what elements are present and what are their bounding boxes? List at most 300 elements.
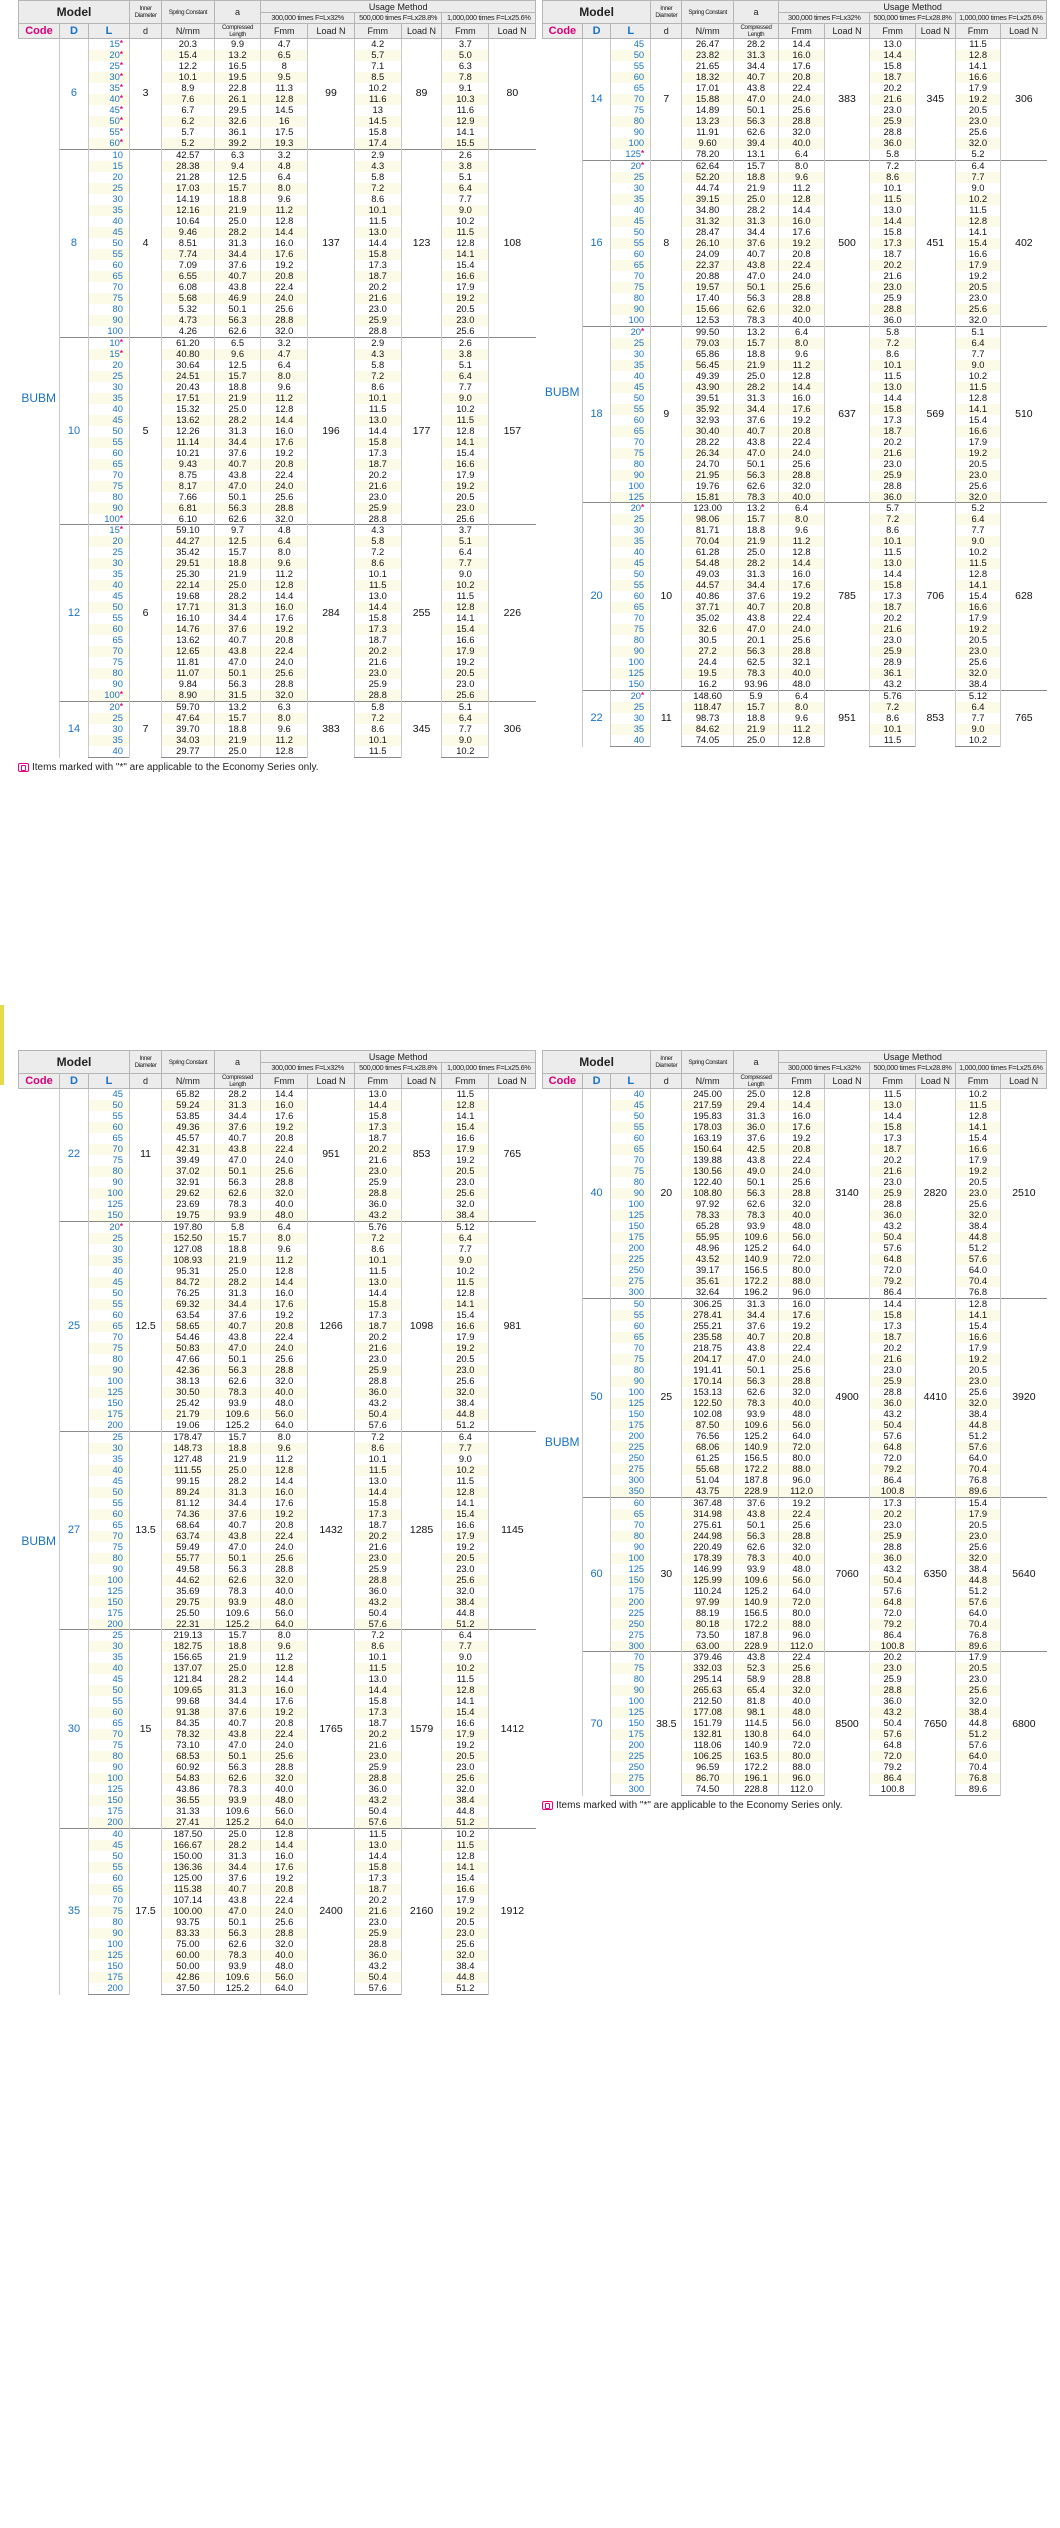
fmm-1m: 20.5 [955,1663,1001,1674]
fmm-500k: 13.0 [354,1089,401,1100]
fmm-300k: 28.8 [261,1762,308,1773]
spring-constant: 65.86 [682,349,733,360]
inner-diameter-d: 20 [651,1089,682,1299]
fmm-500k: 7.2 [354,1233,401,1244]
fmm-300k: 25.6 [779,635,825,646]
fmm-500k: 21.6 [870,1354,916,1365]
spring-constant: 8.17 [162,481,215,492]
fmm-1m: 19.2 [442,1740,489,1751]
fmm-300k: 4.8 [261,525,308,536]
fmm-1m: 20.5 [442,492,489,503]
fmm-1m: 16.6 [955,249,1001,260]
table-row [543,1122,1047,1133]
fmm-500k: 11.5 [870,735,916,746]
fmm-1m: 5.1 [442,702,489,713]
length-L: 125 [89,1784,130,1795]
compressed-length: 36.0 [733,1122,779,1133]
length-L: 55 [611,238,651,249]
fmm-300k: 22.4 [779,1652,825,1663]
table-row [19,1089,536,1100]
compressed-length: 125.2 [214,1420,261,1431]
compressed-length: 50.1 [733,1520,779,1531]
fmm-300k: 17.6 [261,437,308,448]
fmm-300k: 16.0 [261,238,308,249]
fmm-500k: 8.6 [354,558,401,569]
spring-constant: 332.03 [682,1663,733,1674]
table-row [19,1398,536,1409]
compressed-length: 12.5 [214,172,261,183]
fmm-1m: 19.2 [955,448,1001,459]
length-L: 45 [89,1476,130,1487]
length-L: 70 [611,1520,651,1531]
fmm-300k: 40.0 [779,1553,825,1564]
compressed-length: 25.0 [733,371,779,382]
fmm-1m: 38.4 [442,1597,489,1608]
fmm-300k: 28.8 [779,1188,825,1199]
fmm-500k: 18.7 [870,249,916,260]
length-L: 125 [611,1210,651,1221]
fmm-1m: 11.5 [442,591,489,602]
header-compressed-length: Compressed Length [214,1074,261,1089]
table-row [19,1299,536,1310]
length-L: 50 [89,1685,130,1696]
length-L: 250 [611,1265,651,1276]
fmm-1m: 23.0 [442,1177,489,1188]
fmm-1m: 51.2 [442,1983,489,1994]
fmm-300k: 20.8 [779,426,825,437]
fmm-300k: 64.0 [261,1619,308,1630]
fmm-1m: 7.7 [442,1641,489,1652]
fmm-300k: 17.6 [779,404,825,415]
spring-constant: 91.38 [162,1707,215,1718]
fmm-300k: 16.0 [261,1100,308,1111]
table-row [543,1133,1047,1144]
fmm-500k: 20.2 [870,613,916,624]
economy-series-icon [18,763,29,772]
fmm-300k: 56.0 [261,1972,308,1983]
compressed-length: 34.4 [214,1111,261,1122]
economy-star: * [119,49,123,59]
spring-constant: 65.28 [682,1221,733,1232]
fmm-1m: 38.4 [955,1409,1001,1420]
fmm-1m: 44.8 [955,1718,1001,1729]
fmm-1m: 25.6 [955,304,1001,315]
fmm-1m: 10.2 [442,1829,489,1840]
table-row [19,360,536,371]
spring-constant: 25.50 [162,1608,215,1619]
spring-constant: 35.92 [682,404,733,415]
length-L: 45 [89,1277,130,1288]
table-row [19,514,536,525]
fmm-500k: 7.2 [870,702,916,713]
header-fmm-1m: Fmm [955,1074,1001,1089]
header-l: L [611,24,651,39]
spring-constant: 37.50 [162,1983,215,1994]
spring-constant: 63.54 [162,1310,215,1321]
fmm-1m: 20.5 [955,635,1001,646]
table-row [543,304,1047,315]
spring-constant: 42.36 [162,1365,215,1376]
fmm-1m: 51.2 [442,1619,489,1630]
length-L: 80 [89,1751,130,1762]
compressed-length: 62.6 [214,1575,261,1586]
length-L: 200 [89,1817,130,1828]
spring-constant: 217.59 [682,1100,733,1111]
fmm-300k: 22.4 [261,470,308,481]
fmm-300k: 19.2 [779,1497,825,1508]
header-300k: 300,000 times F=Lx32% [779,13,870,24]
table-row [19,1740,536,1751]
compressed-length: 25.0 [214,404,261,415]
fmm-1m: 12.8 [442,602,489,613]
fmm-1m: 11.6 [442,105,489,116]
fmm-1m: 16.6 [442,1884,489,1895]
length-L: 125 [611,1398,651,1409]
spring-constant: 13.23 [682,116,733,127]
fmm-300k: 20.8 [779,1144,825,1155]
fmm-1m: 12.8 [955,216,1001,227]
length-L: 70 [89,470,130,481]
length-L: 100 [89,1939,130,1950]
economy-note [542,1800,1047,1811]
economy-star: * [119,82,123,92]
fmm-500k: 5.8 [870,149,916,160]
table-row [543,1287,1047,1298]
compressed-length: 34.4 [214,249,261,260]
compressed-length: 62.6 [733,481,779,492]
spring-constant: 30.50 [162,1387,215,1398]
fmm-1m: 19.2 [442,1906,489,1917]
fmm-500k: 10.1 [870,724,916,735]
fmm-300k: 20.8 [261,271,308,282]
spring-constant: 108.93 [162,1255,215,1266]
fmm-500k: 36.0 [870,1210,916,1221]
length-L: 65 [89,1884,130,1895]
compressed-length: 15.7 [214,713,261,724]
fmm-300k: 48.0 [779,1564,825,1575]
table-row [543,1210,1047,1221]
table-row [543,1221,1047,1232]
compressed-length: 156.5 [733,1608,779,1619]
fmm-1m: 9.0 [442,569,489,580]
table-row [543,293,1047,304]
fmm-500k: 57.6 [354,1817,401,1828]
fmm-500k: 21.6 [354,481,401,492]
fmm-500k: 14.4 [354,1685,401,1696]
fmm-500k: 10.1 [354,1454,401,1465]
fmm-300k: 56.0 [779,1718,825,1729]
compressed-length: 56.3 [214,679,261,690]
fmm-300k: 12.8 [261,1465,308,1476]
length-L: 150 [611,679,651,690]
fmm-500k: 21.6 [354,1542,401,1553]
fmm-300k: 14.4 [261,1277,308,1288]
table-row [543,691,1047,702]
fmm-1m: 12.8 [442,1288,489,1299]
fmm-500k: 21.6 [870,271,916,282]
fmm-500k: 100.8 [870,1784,916,1795]
table-row [543,83,1047,94]
length-L: 200 [89,1619,130,1630]
length-L: 175 [89,1608,130,1619]
spring-constant: 170.14 [682,1376,733,1387]
compressed-length: 62.6 [214,1939,261,1950]
fmm-300k: 16.0 [261,1288,308,1299]
compressed-length: 196.2 [733,1287,779,1298]
compressed-length: 40.7 [214,635,261,646]
table-row [543,338,1047,349]
length-L: 70 [611,94,651,105]
fmm-500k: 14.4 [870,1298,916,1309]
length-L: 55 [89,1862,130,1873]
fmm-1m: 17.9 [955,437,1001,448]
fmm-1m: 38.4 [955,1221,1001,1232]
compressed-length: 43.8 [733,1509,779,1520]
length-L: 200 [611,1243,651,1254]
table-row [19,1751,536,1762]
table-row [543,172,1047,183]
fmm-1m: 14.1 [442,1299,489,1310]
fmm-500k: 20.2 [354,282,401,293]
fmm-500k: 23.0 [870,1177,916,1188]
compressed-length: 42.5 [733,1144,779,1155]
fmm-1m: 17.9 [442,470,489,481]
fmm-1m: 70.4 [955,1619,1001,1630]
fmm-300k: 12.8 [261,404,308,415]
fmm-500k: 17.3 [870,1497,916,1508]
fmm-1m: 19.2 [442,1155,489,1166]
fmm-500k: 17.4 [354,138,401,149]
length-L: 125 [611,1564,651,1575]
spring-constant: 60.00 [162,1950,215,1961]
fmm-500k: 25.9 [354,503,401,514]
fmm-1m: 14.1 [955,227,1001,238]
length-L: 275 [611,1773,651,1784]
fmm-500k: 21.6 [870,94,916,105]
fmm-300k: 12.8 [261,580,308,591]
fmm-300k: 24.0 [261,657,308,668]
compressed-length: 62.6 [214,514,261,525]
fmm-500k: 25.9 [354,1564,401,1575]
table-row [543,1652,1047,1663]
spring-constant: 86.70 [682,1773,733,1784]
fmm-300k: 17.6 [779,580,825,591]
fmm-1m: 16.6 [442,459,489,470]
table-row [19,1950,536,1961]
fmm-1m: 25.6 [442,1575,489,1586]
fmm-500k: 10.1 [870,183,916,194]
table-row [19,1177,536,1188]
load-1m: 5640 [1001,1497,1047,1652]
fmm-500k: 64.8 [870,1740,916,1751]
compressed-length: 28.2 [733,558,779,569]
fmm-500k: 23.0 [354,1553,401,1564]
fmm-1m: 51.2 [442,1420,489,1431]
compressed-length: 40.7 [733,1332,779,1343]
spring-constant: 166.67 [162,1840,215,1851]
fmm-300k: 56.0 [261,1409,308,1420]
length-L: 60 [89,1122,130,1133]
fmm-500k: 15.8 [354,1498,401,1509]
header-d-unit: d [129,1074,161,1089]
length-L: 80 [89,1166,130,1177]
fmm-1m: 14.1 [955,404,1001,415]
load-1m: 157 [489,337,536,525]
fmm-500k: 14.5 [354,116,401,127]
table-row [543,437,1047,448]
table-row [543,61,1047,72]
fmm-500k: 11.6 [354,94,401,105]
fmm-1m: 5.1 [442,536,489,547]
length-L: 25 [89,1233,130,1244]
fmm-1m: 76.8 [955,1773,1001,1784]
table-row [19,1487,536,1498]
table-row [543,393,1047,404]
table-row [19,404,536,415]
economy-star: * [119,60,123,70]
fmm-1m: 14.1 [955,1122,1001,1133]
fmm-1m: 19.2 [955,271,1001,282]
compressed-length: 56.3 [214,315,261,326]
table-row [543,1321,1047,1332]
fmm-500k: 21.6 [354,1906,401,1917]
length-L: 125 [89,1199,130,1210]
load-300k: 7060 [824,1497,870,1652]
table-row [19,1498,536,1509]
fmm-300k: 40.0 [261,1950,308,1961]
compressed-length: 109.6 [733,1420,779,1431]
spring-constant: 68.64 [162,1520,215,1531]
fmm-1m: 44.8 [442,1972,489,1983]
spring-constant: 30.5 [682,635,733,646]
header-1m: 1,000,000 times F=Lx25.6% [955,13,1046,24]
table-row [543,1762,1047,1773]
table-row [19,1244,536,1255]
fmm-500k: 11.5 [354,216,401,227]
outer-diameter-D: 22 [582,691,610,747]
fmm-300k: 14.4 [261,1089,308,1100]
table-row [543,503,1047,514]
length-L: 90 [89,503,130,514]
compressed-length: 20.1 [733,635,779,646]
compressed-length: 93.9 [214,1597,261,1608]
fmm-300k: 40.0 [779,1398,825,1409]
fmm-300k: 17.6 [261,1862,308,1873]
spring-constant: 17.40 [682,293,733,304]
fmm-300k: 20.8 [261,1321,308,1332]
load-1m: 981 [489,1221,536,1431]
fmm-300k: 25.6 [779,1520,825,1531]
load-500k: 177 [401,337,442,525]
compressed-length: 37.6 [214,1707,261,1718]
fmm-1m: 16.6 [955,1332,1001,1343]
fmm-300k: 20.8 [779,249,825,260]
table-row [543,160,1047,171]
header-l: L [611,1074,651,1089]
fmm-300k: 32.0 [779,1685,825,1696]
spring-constant: 99.50 [682,326,733,337]
fmm-500k: 17.3 [354,260,401,271]
length-L: 10* [89,337,130,348]
table-row [543,282,1047,293]
spec-table [18,1050,536,1995]
header-inner-diameter: Inner Diameter [129,1,161,24]
economy-star: * [119,39,123,48]
load-1m: 6800 [1001,1652,1047,1796]
fmm-500k: 10.1 [354,569,401,580]
compressed-length: 140.9 [733,1254,779,1265]
table-row [543,1608,1047,1619]
inner-diameter-d: 10 [651,503,682,691]
spring-constant: 19.75 [162,1210,215,1221]
fmm-500k: 28.8 [354,1939,401,1950]
fmm-500k: 8.6 [354,1443,401,1454]
fmm-500k: 17.3 [870,415,916,426]
fmm-1m: 16.6 [442,271,489,282]
table-row [19,1884,536,1895]
fmm-1m: 12.8 [442,426,489,437]
spring-constant: 110.24 [682,1586,733,1597]
fmm-300k: 48.0 [261,1398,308,1409]
fmm-1m: 25.6 [442,1376,489,1387]
spring-constant: 12.16 [162,205,215,216]
fmm-1m: 5.0 [442,50,489,61]
table-row [19,1762,536,1773]
fmm-300k: 22.4 [779,1155,825,1166]
fmm-1m: 5.2 [955,149,1001,160]
length-L: 45 [611,216,651,227]
fmm-1m: 20.5 [442,1751,489,1762]
header-a: a [214,1,261,24]
length-L: 70 [611,1652,651,1663]
fmm-500k: 10.2 [354,83,401,94]
compressed-length: 21.9 [214,1454,261,1465]
fmm-1m: 32.0 [955,668,1001,679]
fmm-300k: 16.0 [261,1685,308,1696]
length-L: 300 [611,1641,651,1652]
length-L: 20* [89,50,130,61]
fmm-300k: 4.8 [261,161,308,172]
length-L: 40 [89,1266,130,1277]
compressed-length: 37.6 [214,1873,261,1884]
fmm-1m: 14.1 [955,580,1001,591]
table-row [543,94,1047,105]
fmm-300k: 9.6 [779,349,825,360]
fmm-300k: 9.6 [261,724,308,735]
fmm-300k: 14.4 [779,205,825,216]
length-L: 300 [611,1784,651,1795]
spring-constant: 204.17 [682,1354,733,1365]
fmm-500k: 17.3 [870,591,916,602]
compressed-length: 28.2 [214,415,261,426]
spring-constant: 98.73 [682,713,733,724]
compressed-length: 39.4 [733,138,779,149]
compressed-length: 25.0 [214,216,261,227]
table-row [19,746,536,757]
fmm-300k: 14.4 [779,39,825,50]
table-row [543,668,1047,679]
length-L: 50 [611,50,651,61]
spring-constant: 122.40 [682,1177,733,1188]
fmm-1m: 51.2 [955,1431,1001,1442]
fmm-300k: 32.0 [261,1939,308,1950]
table-row [19,1564,536,1575]
table-row [19,149,536,160]
fmm-1m: 76.8 [955,1630,1001,1641]
yellow-page-tab [0,1005,4,1085]
fmm-1m: 23.0 [442,1564,489,1575]
fmm-300k: 25.6 [261,668,308,679]
